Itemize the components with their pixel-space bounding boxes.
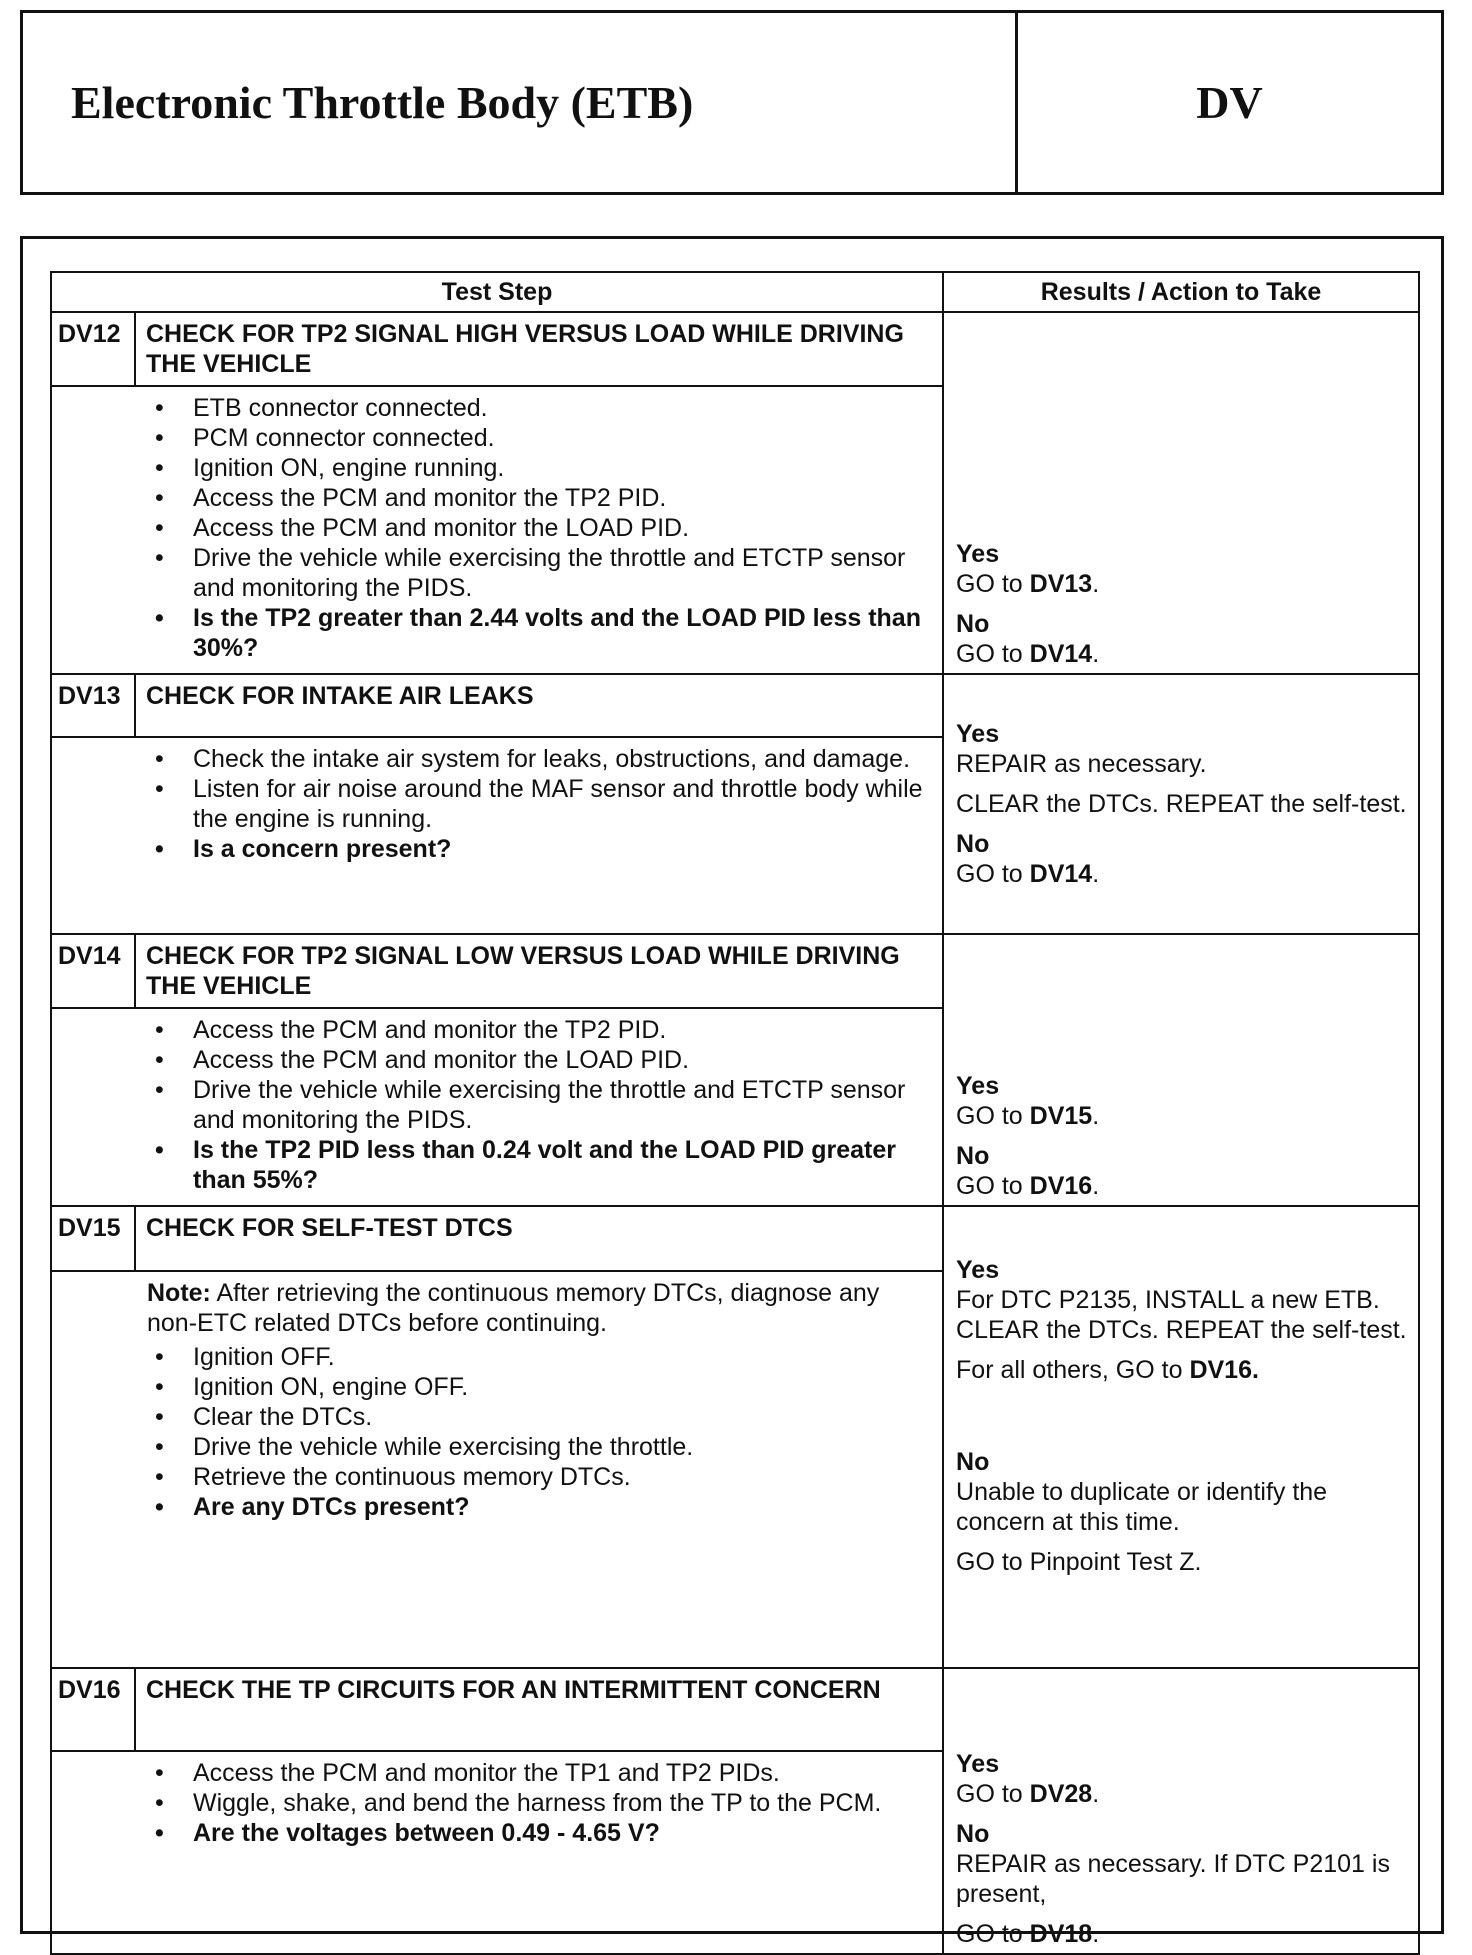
step-reference: DV16.	[1189, 1356, 1259, 1384]
result-line: GO to DV18.	[956, 1920, 1100, 1948]
result-line: GO to DV14.	[956, 640, 1100, 668]
step-reference: DV15	[1029, 1102, 1093, 1130]
step-reference: DV16	[1029, 1172, 1093, 1200]
instruction-list	[147, 393, 932, 663]
result-text: GO to	[956, 1102, 1030, 1130]
list-item: • Access the PCM and monitor the TP2 PID.	[147, 483, 932, 513]
yes-label: Yes	[956, 1256, 1000, 1284]
list-item: • Check the intake air system for leaks, obstructions, and damage.	[147, 744, 932, 774]
yes-label: Yes	[956, 720, 1000, 748]
step-id: DV16	[51, 1668, 135, 1751]
step-title: CHECK FOR INTAKE AIR LEAKS	[135, 674, 943, 737]
step-question: • Is a concern present?	[147, 834, 932, 864]
result-line: GO to DV15.	[956, 1102, 1100, 1130]
result-line: CLEAR the DTCs. REPEAT the self-test.	[956, 1316, 1407, 1344]
step-results	[943, 312, 1419, 674]
list-item: • Retrieve the continuous memory DTCs.	[147, 1462, 932, 1492]
step-id-spacer	[51, 737, 135, 934]
instruction-list	[147, 1342, 932, 1522]
step-id-spacer	[51, 1751, 135, 1954]
step-title: CHECK FOR SELF-TEST DTCS	[135, 1206, 943, 1271]
no-label: No	[956, 1820, 990, 1848]
step-instructions	[135, 1751, 943, 1954]
result-text: GO to	[956, 1172, 1030, 1200]
step-id: DV12	[51, 312, 135, 386]
result-text: GO to	[956, 860, 1030, 888]
step-reference: DV18	[1029, 1920, 1093, 1948]
list-item: • Access the PCM and monitor the TP2 PID.	[147, 1015, 932, 1045]
step-title-row-dv13	[51, 674, 1419, 737]
step-instructions	[135, 1008, 943, 1206]
step-instructions	[135, 386, 943, 674]
step-id: DV13	[51, 674, 135, 737]
list-item: • Clear the DTCs.	[147, 1402, 932, 1432]
result-line: GO to Pinpoint Test Z.	[956, 1548, 1202, 1576]
result-line: GO to DV13.	[956, 570, 1100, 598]
step-note	[147, 1278, 932, 1338]
result-line: GO to DV14.	[956, 860, 1100, 888]
step-id: DV15	[51, 1206, 135, 1271]
step-reference: DV14	[1029, 860, 1093, 888]
note-text: After retrieving the continuous memory DTCs, diagnose any non-ETC related DTCs before continuing.	[147, 1279, 880, 1338]
list-item: • Listen for air noise around the MAF sensor and throttle body while the engine is running.	[147, 774, 932, 834]
list-item: • Access the PCM and monitor the TP1 and TP2 PIDs.	[147, 1758, 932, 1788]
section-code: DV	[1196, 77, 1263, 128]
result-text: GO to	[956, 570, 1030, 598]
result-line: CLEAR the DTCs. REPEAT the self-test.	[956, 790, 1407, 818]
step-reference: DV28	[1029, 1780, 1093, 1808]
step-results	[943, 1206, 1419, 1668]
result-line: REPAIR as necessary. If DTC P2101 is present,	[956, 1850, 1390, 1908]
yes-label: Yes	[956, 540, 1000, 568]
step-title-row-dv12	[51, 312, 1419, 386]
step-reference: DV14	[1029, 640, 1093, 668]
step-question: • Are any DTCs present?	[147, 1492, 932, 1522]
table-header-row	[51, 272, 1419, 312]
step-title-row-dv14	[51, 934, 1419, 1008]
step-title: CHECK THE TP CIRCUITS FOR AN INTERMITTENT CONCERN	[135, 1668, 943, 1751]
step-id: DV14	[51, 934, 135, 1008]
test-step-table	[50, 271, 1420, 1955]
no-label: No	[956, 1448, 990, 1476]
list-item: • ETB connector connected.	[147, 393, 932, 423]
step-instructions	[135, 1271, 943, 1668]
list-item: • Drive the vehicle while exercising the throttle and ETCTP sensor and monitoring the PIDS.	[147, 543, 932, 603]
step-question: • Is the TP2 greater than 2.44 volts and the LOAD PID less than 30%?	[147, 603, 932, 663]
result-text: GO to	[956, 640, 1030, 668]
result-text: GO to	[956, 1780, 1030, 1808]
no-label: No	[956, 830, 990, 858]
result-line: For DTC P2135, INSTALL a new ETB.	[956, 1286, 1380, 1314]
list-item: • Access the PCM and monitor the LOAD PID.	[147, 513, 932, 543]
step-id-spacer	[51, 386, 135, 674]
note-label: Note:	[147, 1279, 211, 1308]
page-header	[20, 10, 1444, 195]
col-test-step: Test Step	[51, 272, 943, 312]
step-results	[943, 1668, 1419, 1954]
instruction-list	[147, 1015, 932, 1195]
step-instructions	[135, 737, 943, 934]
list-item: • Ignition ON, engine running.	[147, 453, 932, 483]
step-reference: DV13	[1029, 570, 1093, 598]
yes-label: Yes	[956, 1072, 1000, 1100]
step-question: • Is the TP2 PID less than 0.24 volt and the LOAD PID greater than 55%?	[147, 1135, 932, 1195]
step-results	[943, 934, 1419, 1206]
step-question: • Are the voltages between 0.49 - 4.65 V?	[147, 1818, 932, 1848]
step-title-row-dv16	[51, 1668, 1419, 1751]
result-line: REPAIR as necessary.	[956, 750, 1207, 778]
instruction-list	[147, 744, 932, 864]
result-text: GO to	[956, 1920, 1030, 1948]
step-id-spacer	[51, 1008, 135, 1206]
list-item: • Drive the vehicle while exercising the throttle.	[147, 1432, 932, 1462]
result-text: For all others, GO to	[956, 1356, 1190, 1384]
list-item: • Ignition OFF.	[147, 1342, 932, 1372]
step-title: CHECK FOR TP2 SIGNAL HIGH VERSUS LOAD WHILE DRIVING THE VEHICLE	[135, 312, 943, 386]
result-line: GO to DV16.	[956, 1172, 1100, 1200]
step-title-row-dv15	[51, 1206, 1419, 1271]
result-line: Unable to duplicate or identify the concern at this time.	[956, 1478, 1328, 1536]
list-item: • PCM connector connected.	[147, 423, 932, 453]
col-results: Results / Action to Take	[943, 272, 1419, 312]
instruction-list	[147, 1758, 932, 1848]
yes-label: Yes	[956, 1750, 1000, 1778]
step-title: CHECK FOR TP2 SIGNAL LOW VERSUS LOAD WHILE DRIVING THE VEHICLE	[135, 934, 943, 1008]
list-item: • Wiggle, shake, and bend the harness from the TP to the PCM.	[147, 1788, 932, 1818]
step-results	[943, 674, 1419, 934]
no-label: No	[956, 1142, 990, 1170]
no-label: No	[956, 610, 990, 638]
result-line: GO to DV28.	[956, 1780, 1100, 1808]
section-title: Electronic Throttle Body (ETB)	[23, 13, 1018, 192]
list-item: • Ignition ON, engine OFF.	[147, 1372, 932, 1402]
step-id-spacer	[51, 1271, 135, 1668]
list-item: • Access the PCM and monitor the LOAD PID.	[147, 1045, 932, 1075]
result-line	[956, 1355, 1408, 1385]
list-item: • Drive the vehicle while exercising the throttle and ETCTP sensor and monitoring the PIDS.	[147, 1075, 932, 1135]
